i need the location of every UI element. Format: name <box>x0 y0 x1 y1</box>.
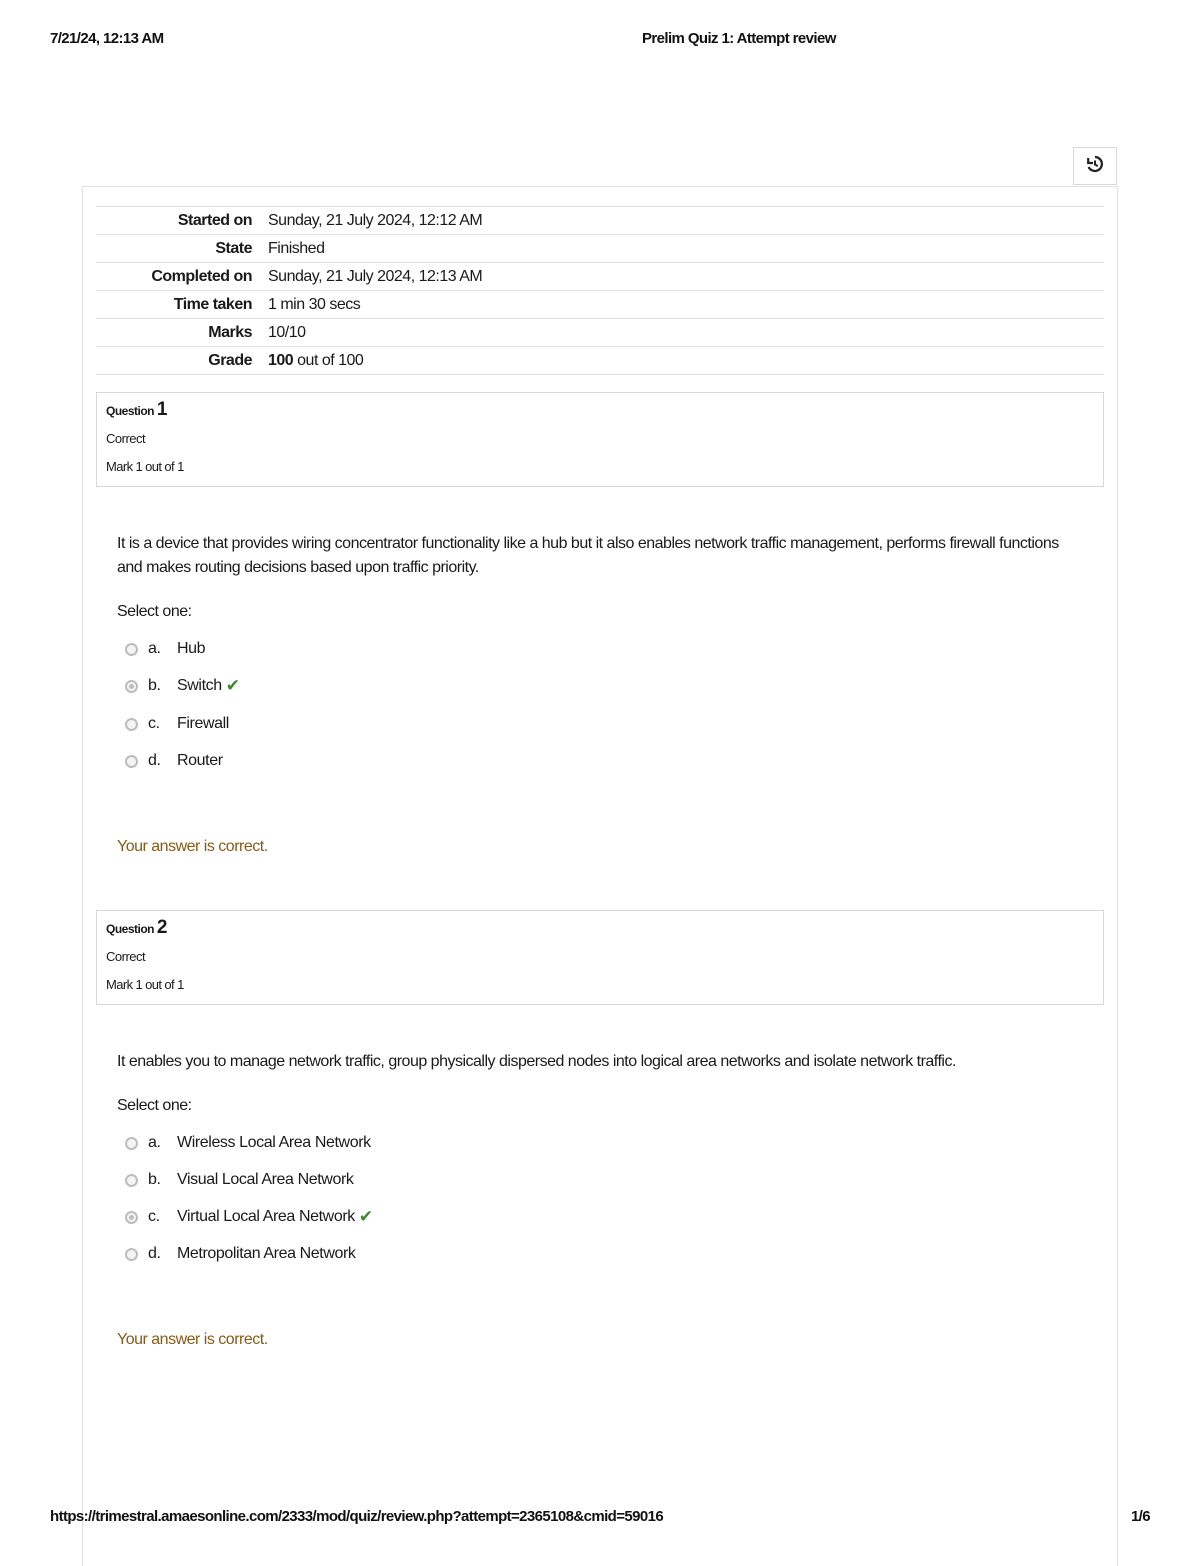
print-footer <box>50 1508 1150 1528</box>
question-2-state: Correct <box>106 949 146 964</box>
option-label: Visual Local Area Network <box>177 1171 354 1188</box>
question-1-title <box>106 399 167 421</box>
summary-row-marks <box>96 319 1104 347</box>
q2-option-d[interactable] <box>125 1242 356 1266</box>
question-2-text: It enables you to manage network traffic, group physically dispersed nodes into logical area networks and isolate network traffic. <box>117 1053 956 1070</box>
question-1-mark: Mark 1 out of 1 <box>106 459 184 474</box>
option-letter: a. <box>148 1134 161 1151</box>
completed-on-value: Sunday, 21 July 2024, 12:13 AM <box>268 267 483 285</box>
state-label: State <box>215 239 252 257</box>
question-1-state: Correct <box>106 431 146 446</box>
option-letter: c. <box>148 1208 160 1225</box>
option-letter: d. <box>148 1245 161 1262</box>
time-taken-value: 1 min 30 secs <box>268 295 361 313</box>
question-1-info <box>96 392 1104 487</box>
question-1-feedback: Your answer is correct. <box>117 838 268 855</box>
history-icon <box>1085 154 1105 179</box>
radio-icon[interactable] <box>125 643 138 656</box>
print-title: Prelim Quiz 1: Attempt review <box>642 30 836 47</box>
grade-out-of: out of 100 <box>293 351 364 369</box>
summary-row-completed <box>96 263 1104 291</box>
print-header <box>50 30 1150 50</box>
time-taken-label: Time taken <box>173 295 252 313</box>
correct-check-icon: ✔ <box>225 676 240 695</box>
option-label: Wireless Local Area Network <box>177 1134 371 1151</box>
question-number: 1 <box>156 399 167 420</box>
completed-on-label: Completed on <box>151 267 252 285</box>
started-on-label: Started on <box>177 211 252 229</box>
summary-row-time <box>96 291 1104 319</box>
print-date: 7/21/24, 12:13 AM <box>50 30 164 47</box>
option-label: Router <box>177 752 223 769</box>
question-label: Question <box>106 922 155 936</box>
marks-value: 10/10 <box>268 323 306 341</box>
option-label: Virtual Local Area Network <box>177 1208 355 1225</box>
grade-score: 100 <box>268 351 294 369</box>
history-button[interactable] <box>1073 147 1117 185</box>
summary-row-grade <box>96 347 1104 375</box>
option-letter: b. <box>148 1171 161 1188</box>
option-label: Hub <box>177 640 206 657</box>
radio-checked-icon[interactable] <box>125 680 138 693</box>
question-2-title <box>106 917 167 939</box>
radio-checked-icon[interactable] <box>125 1211 138 1224</box>
q1-option-a[interactable] <box>125 637 205 661</box>
question-1-text: It is a device that provides wiring concentrator functionality like a hub but it also enables network traffic management, performs firewall functions and makes routing decisions based upon traffic priority. <box>117 535 1059 576</box>
option-label: Metropolitan Area Network <box>177 1245 356 1262</box>
grade-value <box>268 347 1104 375</box>
summary-row-started <box>96 207 1104 235</box>
option-letter: b. <box>148 677 161 694</box>
option-letter: c. <box>148 715 160 732</box>
radio-icon[interactable] <box>125 1137 138 1150</box>
option-label: Firewall <box>177 715 229 732</box>
question-1-prompt: Select one: <box>117 603 192 620</box>
attempt-summary-table <box>96 206 1104 375</box>
q1-option-b[interactable] <box>125 674 240 698</box>
option-letter: d. <box>148 752 161 769</box>
question-label: Question <box>106 404 155 418</box>
print-url: https://trimestral.amaesonline.com/2333/mod/quiz/review.php?attempt=2365108&cmid=59016 <box>50 1508 664 1525</box>
q2-option-a[interactable] <box>125 1131 371 1155</box>
radio-icon[interactable] <box>125 755 138 768</box>
question-2-prompt: Select one: <box>117 1097 192 1114</box>
grade-label: Grade <box>208 351 252 369</box>
question-2-info <box>96 910 1104 1005</box>
radio-icon[interactable] <box>125 1248 138 1261</box>
q1-option-c[interactable] <box>125 712 229 736</box>
radio-icon[interactable] <box>125 1174 138 1187</box>
q2-option-c[interactable] <box>125 1205 373 1229</box>
state-value: Finished <box>268 239 325 257</box>
option-letter: a. <box>148 640 161 657</box>
question-2-mark: Mark 1 out of 1 <box>106 977 184 992</box>
q1-option-d[interactable] <box>125 749 223 773</box>
print-page-number: 1/6 <box>1130 1508 1150 1525</box>
q2-option-b[interactable] <box>125 1168 353 1192</box>
marks-label: Marks <box>208 323 252 341</box>
started-on-value: Sunday, 21 July 2024, 12:12 AM <box>268 211 483 229</box>
question-2-feedback: Your answer is correct. <box>117 1331 268 1348</box>
correct-check-icon: ✔ <box>358 1207 373 1226</box>
summary-row-state <box>96 235 1104 263</box>
radio-icon[interactable] <box>125 718 138 731</box>
option-label: Switch <box>177 677 222 694</box>
question-number: 2 <box>156 917 167 938</box>
